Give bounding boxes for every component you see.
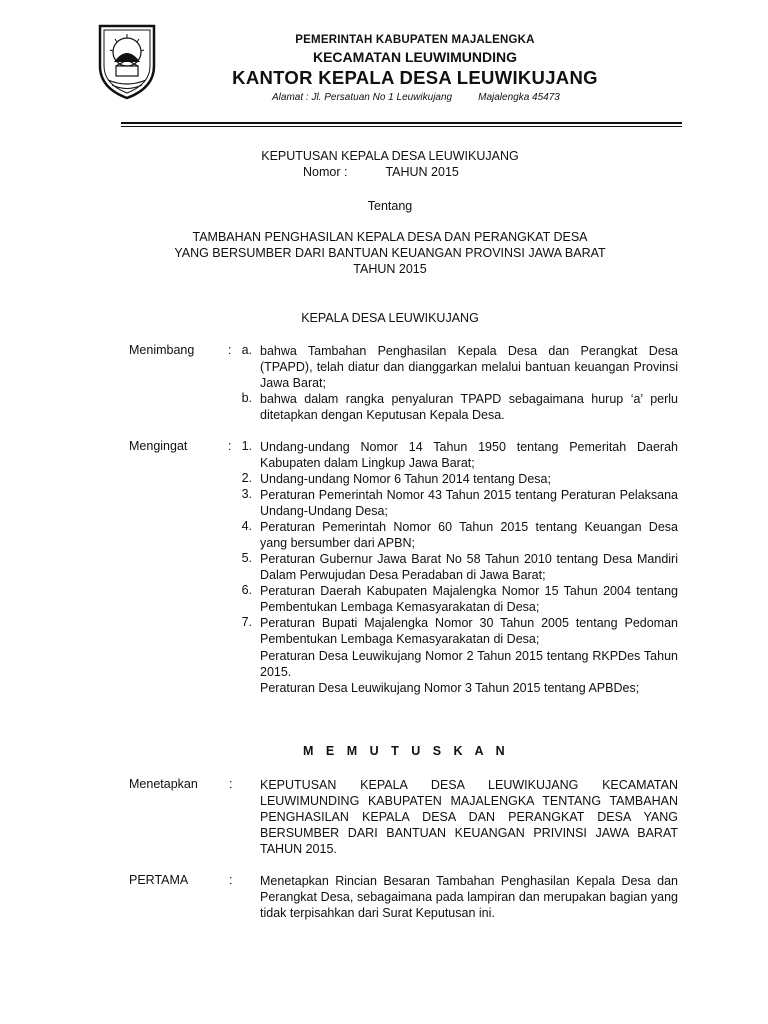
letterhead-rule-thick (121, 122, 682, 124)
pertama-label: PERTAMA (129, 873, 189, 887)
mengingat-item-6: Peraturan Daerah Kabupaten Majalengka Nomor 15 Tahun 2004 tentang Pembentukan Lembaga Kemasyarakatan di Desa; (260, 584, 678, 614)
authority-heading: KEPALA DESA LEUWIKUJANG (301, 311, 479, 325)
menimbang-colon: : (228, 343, 232, 357)
decree-number-year: TAHUN 2015 (385, 165, 459, 179)
mengingat-item-3: Peraturan Pemerintah Nomor 43 Tahun 2015 tentang Peraturan Pelaksana Undang-Undang Desa; (260, 488, 678, 518)
mengingat-item-2: Undang-undang Nomor 6 Tahun 2014 tentang Desa; (260, 472, 551, 486)
decree-number (303, 165, 459, 179)
menetapkan-text: KEPUTUSAN KEPALA DESA LEUWIKUJANG KECAMATAN LEUWIMUNDING KABUPATEN MAJALENGKA TENTANG TAMBAHAN PENGHASILAN KEPALA DESA DAN PERANGKAT DESA YANG BERSUMBER DARI BANTUAN KEUANGAN PRIVINSI JAWA BARAT TAHUN 2015. (260, 778, 678, 856)
memutuskan-heading: M E M U T U S K A N (303, 744, 510, 758)
menetapkan-colon: : (229, 777, 233, 791)
mengingat-item-5: Peraturan Gubernur Jawa Barat No 58 Tahun 2010 tentang Desa Mandiri Dalam Perwujudan Desa Peradaban di Jawa Barat; (260, 552, 678, 582)
mengingat-item-4: Peraturan Pemerintah Nomor 60 Tahun 2015 tentang Keuangan Desa yang bersumber dari APBN; (260, 520, 678, 550)
menimbang-item-b: bahwa dalam rangka penyaluran TPAPD sebagaimana hurup ‘a’ perlu ditetapkan dengan Keputusan Kepala Desa. (260, 392, 678, 422)
mengingat-marker-2: 2. (241, 471, 252, 485)
mengingat-item-7: Peraturan Bupati Majalengka Nomor 30 Tahun 2005 tentang Pedoman Pembentukan Lembaga Kemasyarakatan di Desa; (260, 616, 678, 646)
menimbang-marker-a: a. (241, 343, 252, 357)
subject-line-3: TAHUN 2015 (353, 262, 427, 276)
decree-number-label: Nomor : (303, 165, 348, 179)
mengingat-item-8: Peraturan Desa Leuwikujang Nomor 2 Tahun 2015 tentang RKPDes Tahun 2015. (260, 649, 678, 679)
mengingat-marker-4: 4. (241, 519, 252, 533)
menetapkan-label: Menetapkan (129, 777, 198, 791)
subject-line-1: TAMBAHAN PENGHASILAN KEPALA DESA DAN PERANGKAT DESA (192, 230, 588, 244)
letterhead-district: KECAMATAN LEUWIMUNDING (312, 49, 517, 65)
letterhead-office: KANTOR KEPALA DESA LEUWIKUJANG (232, 67, 598, 88)
menimbang-marker-b: b. (241, 391, 252, 405)
letterhead-address (272, 92, 560, 103)
letterhead-rule-thin (121, 126, 682, 127)
mengingat-marker-7: 7. (241, 615, 252, 629)
decree-title: KEPUTUSAN KEPALA DESA LEUWIKUJANG (261, 149, 519, 163)
mengingat-colon: : (228, 439, 232, 453)
mengingat-item-1: Undang-undang Nomor 14 Tahun 1950 tentang Pemeritah Daerah Kabupaten dalam Lingkup Jawa Barat; (260, 440, 678, 470)
mengingat-item-9: Peraturan Desa Leuwikujang Nomor 3 Tahun 2015 tentang APBDes; (260, 681, 640, 695)
pertama-text: Menetapkan Rincian Besaran Tambahan Penghasilan Kepala Desa dan Perangkat Desa, sebagaimana pada lampiran dan merupakan bagian yang tidak terpisahkan dari Surat Keputusan ini. (260, 874, 678, 920)
pertama-colon: : (229, 873, 233, 887)
address-street: Alamat : Jl. Persatuan No 1 Leuwikujang (272, 92, 453, 103)
mengingat-marker-6: 6. (241, 583, 252, 597)
menimbang-item-a: bahwa Tambahan Penghasilan Kepala Desa dan Perangkat Desa (TPAPD), telah diatur dan dianggarkan melalui bantuan keuangan Provinsi Jawa Barat; (260, 344, 678, 390)
mengingat-marker-3: 3. (241, 487, 252, 501)
tentang-heading: Tentang (367, 199, 413, 213)
menimbang-label: Menimbang (129, 343, 195, 357)
mengingat-label: Mengingat (129, 439, 188, 453)
mengingat-marker-5: 5. (241, 551, 252, 565)
address-city: Majalengka 45473 (478, 92, 560, 103)
regency-emblem-icon (94, 22, 160, 100)
mengingat-marker-1: 1. (241, 439, 252, 453)
subject-line-2: YANG BERSUMBER DARI BANTUAN KEUANGAN PROVINSI JAWA BARAT (174, 246, 606, 260)
letterhead-government: PEMERINTAH KABUPATEN MAJALENGKA (295, 34, 535, 46)
